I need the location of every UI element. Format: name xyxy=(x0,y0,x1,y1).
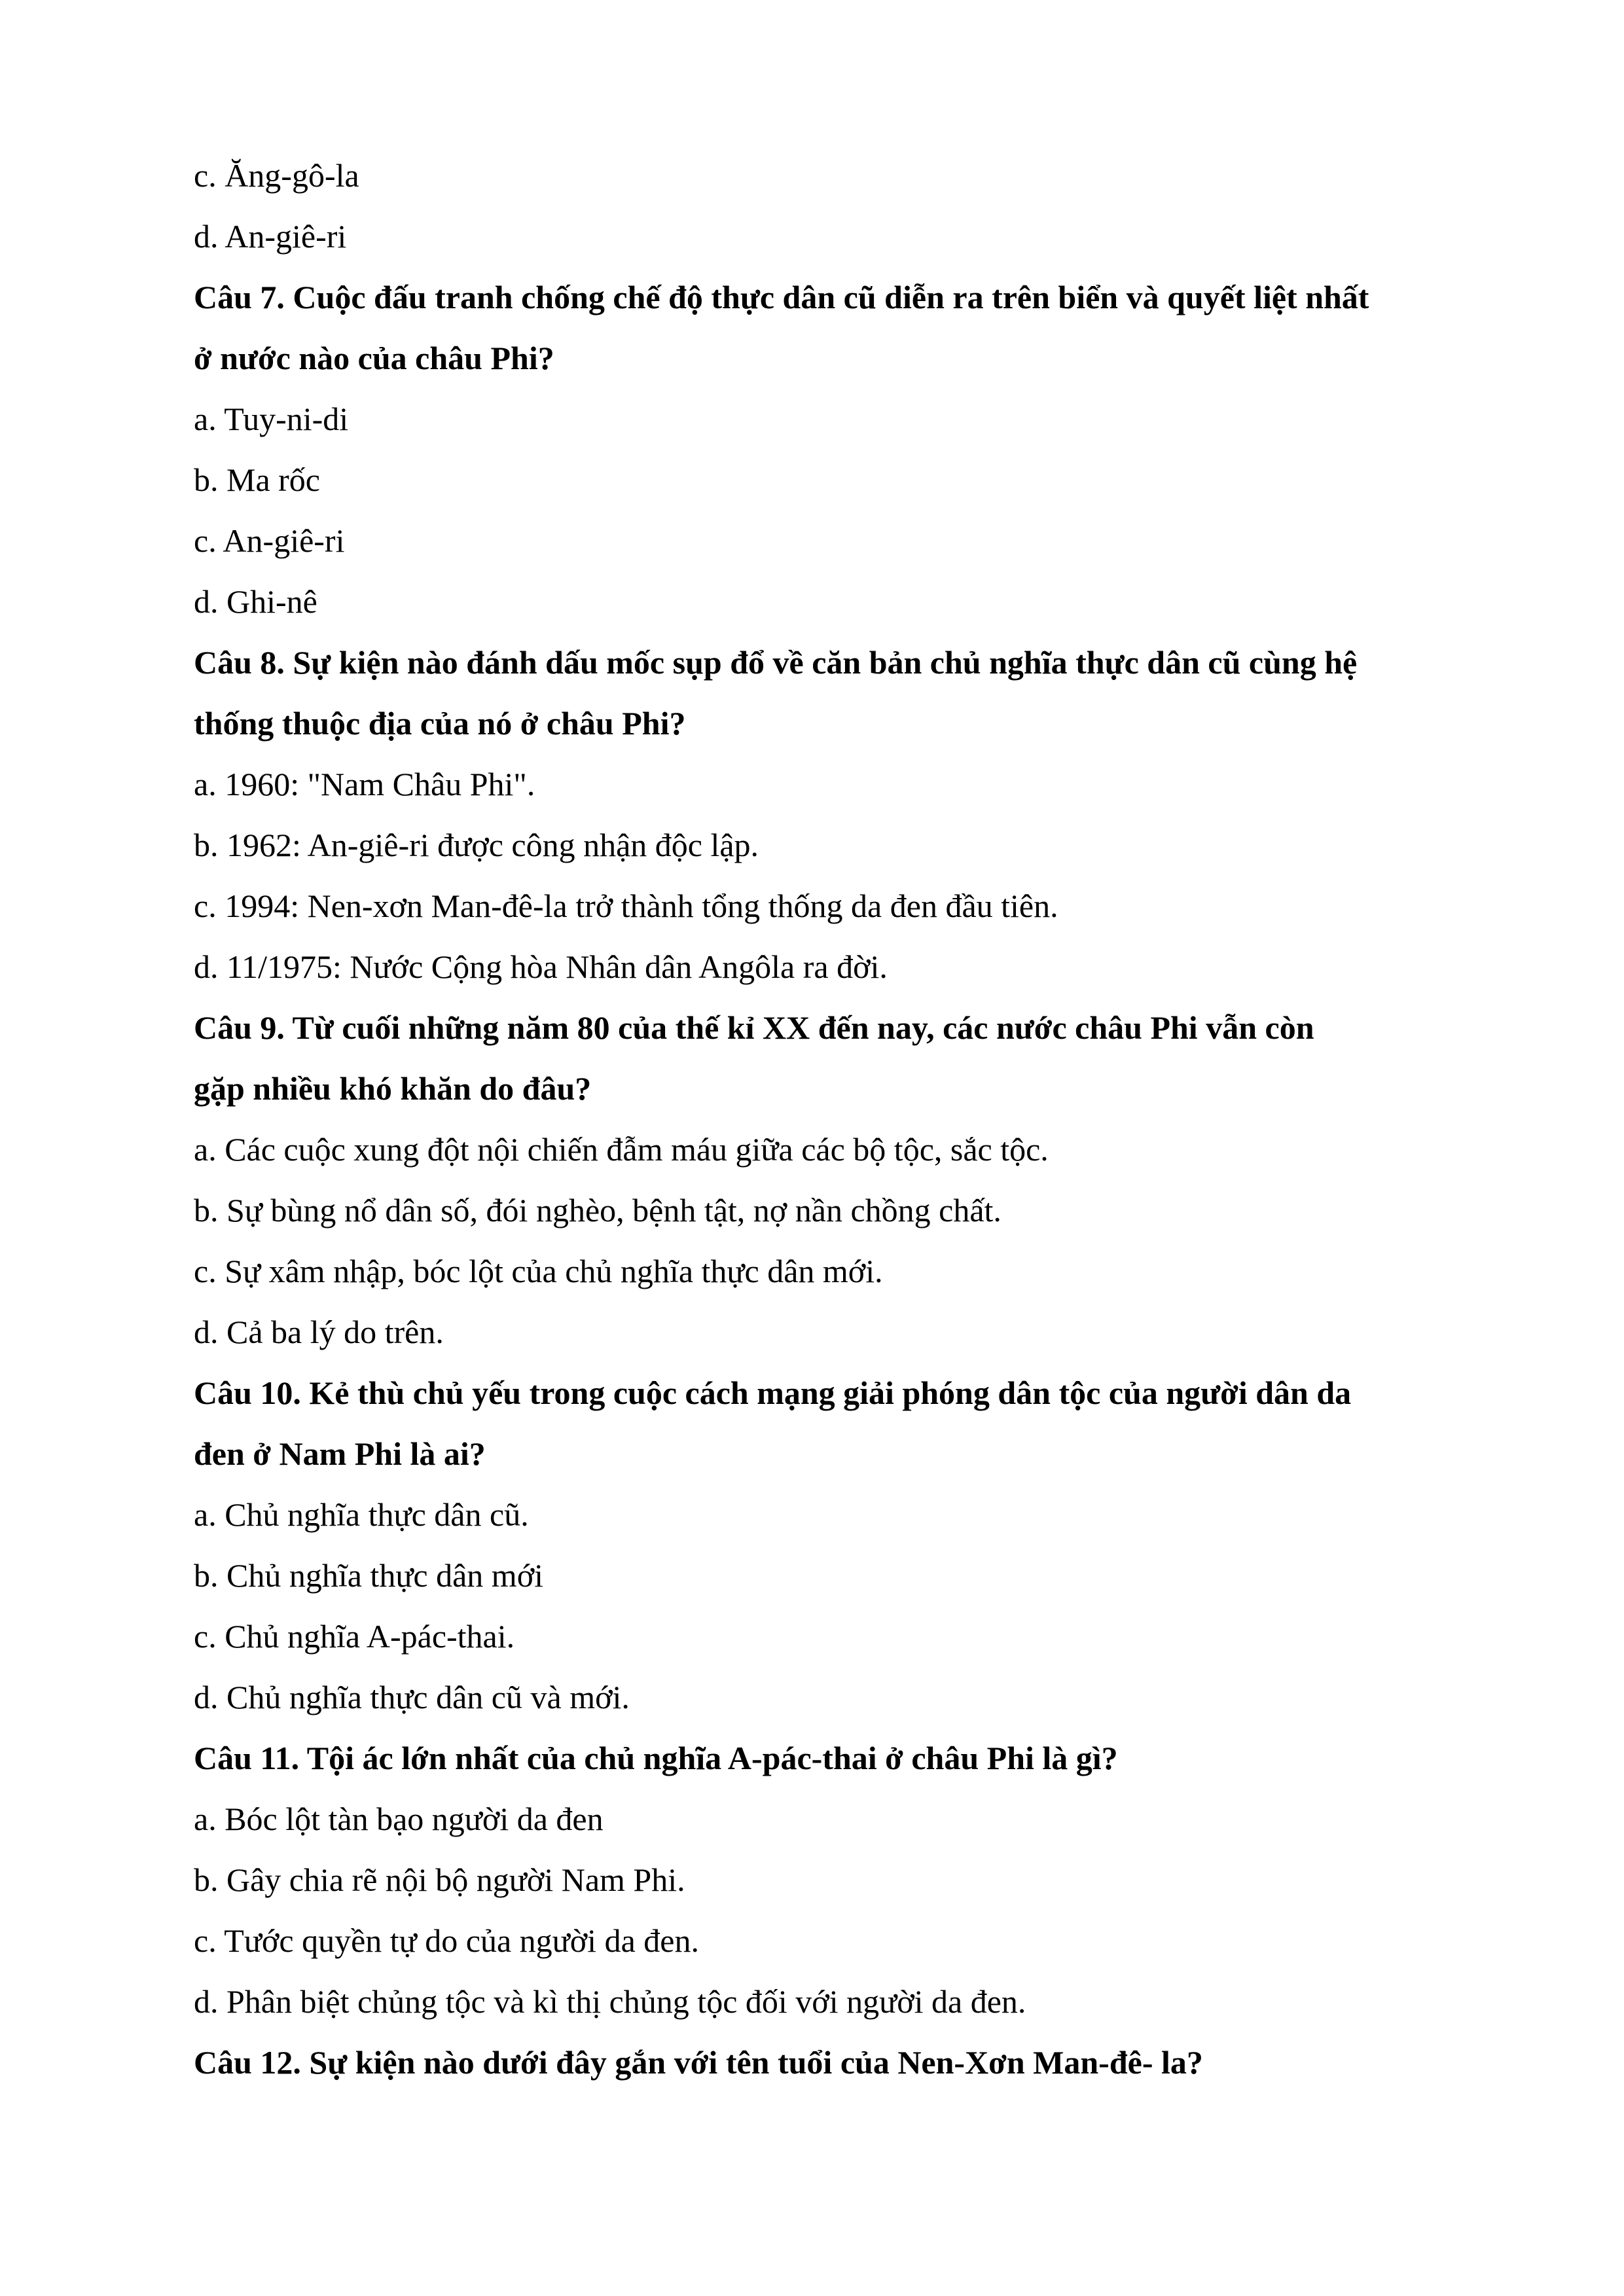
question-8-option-a: a. 1960: "Nam Châu Phi". xyxy=(194,766,535,802)
question-9-text: gặp nhiều khó khăn do đâu? xyxy=(194,1070,592,1107)
question-9-option-c: c. Sự xâm nhập, bóc lột của chủ nghĩa thực dân mới. xyxy=(194,1253,883,1289)
question-9-option-a: a. Các cuộc xung đột nội chiến đẫm máu giữa các bộ tộc, sắc tộc. xyxy=(194,1131,1049,1168)
question-11-text: Câu 11. Tội ác lớn nhất của chủ nghĩa A-pác-thai ở châu Phi là gì? xyxy=(194,1740,1118,1776)
option-line: d. An-giê-ri xyxy=(194,218,347,255)
question-12-text: Câu 12. Sự kiện nào dưới đây gắn với tên tuổi của Nen-Xơn Man-đê- la? xyxy=(194,2044,1203,2081)
question-7-text: Câu 7. Cuộc đấu tranh chống chế độ thực dân cũ diễn ra trên biển và quyết liệt nhất xyxy=(194,279,1369,315)
question-8-option-c: c. 1994: Nen-xơn Man-đê-la trở thành tổng thống da đen đầu tiên. xyxy=(194,888,1058,924)
question-11-option-d: d. Phân biệt chủng tộc và kì thị chủng tộc đối với người da đen. xyxy=(194,1983,1026,2020)
question-11-option-a: a. Bóc lột tàn bạo người da đen xyxy=(194,1801,604,1837)
question-10-option-c: c. Chủ nghĩa A-pác-thai. xyxy=(194,1618,515,1655)
question-10-text: đen ở Nam Phi là ai? xyxy=(194,1435,486,1472)
question-10-option-a: a. Chủ nghĩa thực dân cũ. xyxy=(194,1496,529,1533)
question-10-option-d: d. Chủ nghĩa thực dân cũ và mới. xyxy=(194,1679,630,1715)
question-7-text: ở nước nào của châu Phi? xyxy=(194,340,554,376)
question-9-option-b: b. Sự bùng nổ dân số, đói nghèo, bệnh tật, nợ nần chồng chất. xyxy=(194,1192,1001,1229)
question-7-option-d: d. Ghi-nê xyxy=(194,583,317,620)
question-9-text: Câu 9. Từ cuối những năm 80 của thế kỉ XX đến nay, các nước châu Phi vẫn còn xyxy=(194,1009,1314,1046)
question-9-option-d: d. Cả ba lý do trên. xyxy=(194,1314,444,1350)
question-10-option-b: b. Chủ nghĩa thực dân mới xyxy=(194,1557,544,1594)
question-7-option-a: a. Tuy-ni-di xyxy=(194,401,349,437)
question-10-text: Câu 10. Kẻ thù chủ yếu trong cuộc cách mạng giải phóng dân tộc của người dân da xyxy=(194,1374,1352,1411)
question-8-option-b: b. 1962: An-giê-ri được công nhận độc lập. xyxy=(194,827,759,863)
question-8-option-d: d. 11/1975: Nước Cộng hòa Nhân dân Angôla ra đời. xyxy=(194,948,888,985)
question-7-option-b: b. Ma rốc xyxy=(194,461,320,498)
document-page xyxy=(194,145,1470,2093)
option-line: c. Ăng-gô-la xyxy=(194,157,359,194)
question-11-option-c: c. Tước quyền tự do của người da đen. xyxy=(194,1922,699,1959)
question-7-option-c: c. An-giê-ri xyxy=(194,522,345,559)
question-11-option-b: b. Gây chia rẽ nội bộ người Nam Phi. xyxy=(194,1861,685,1898)
question-8-text: Câu 8. Sự kiện nào đánh dấu mốc sụp đổ về căn bản chủ nghĩa thực dân cũ cùng hệ xyxy=(194,644,1358,681)
question-8-text: thống thuộc địa của nó ở châu Phi? xyxy=(194,705,686,742)
